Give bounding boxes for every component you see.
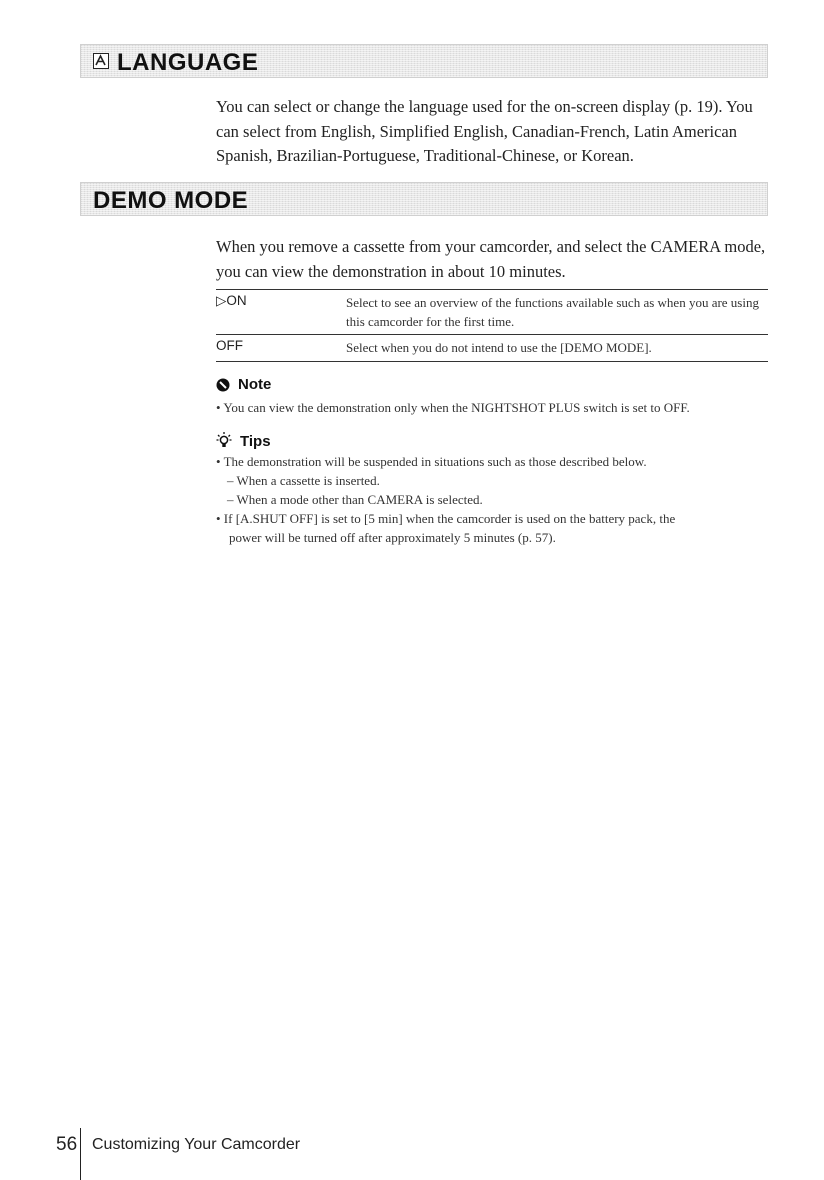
option-desc-off: Select when you do not intend to use the [DEMO MODE]. <box>346 340 652 355</box>
lightbulb-icon <box>216 431 232 453</box>
footer-section-title: Customizing Your Camcorder <box>92 1136 301 1153</box>
demo-mode-title: DEMO MODE <box>93 187 249 214</box>
language-icon <box>93 53 109 69</box>
tip-line: power will be turned off after approximately 5 minutes (p. 57). <box>229 530 556 545</box>
tip-line: – When a mode other than CAMERA is selected. <box>227 492 483 507</box>
note-icon <box>216 378 230 396</box>
option-key-off: OFF <box>216 338 243 353</box>
tip-line: – When a cassette is inserted. <box>227 473 380 488</box>
tip-line: • The demonstration will be suspended in situations such as those described below. <box>216 454 647 469</box>
footer-divider <box>80 1128 81 1180</box>
demo-mode-body: When you remove a cassette from your camcorder, and select the CAMERA mode, you can view the demonstration in about 10 minutes. <box>216 237 766 281</box>
note-item: • You can view the demonstration only when the NIGHTSHOT PLUS switch is set to OFF. <box>216 400 690 415</box>
language-body: You can select or change the language used for the on-screen display (p. 19). You can select from English, Simplified English, Canadian-French, Latin American Spanish, Brazilian-Portuguese, Traditional-Chinese, or Korean. <box>216 97 753 165</box>
note-heading <box>216 376 271 396</box>
tips-heading-label: Tips <box>240 433 271 450</box>
demo-mode-banner <box>80 182 768 216</box>
table-row <box>216 290 768 334</box>
option-desc-on: Select to see an overview of the functions available such as when you are using this camcorder for the first time. <box>346 295 759 329</box>
table-row <box>216 335 768 361</box>
note-heading-label: Note <box>238 376 272 393</box>
table-rule <box>216 361 768 362</box>
page-number: 56 <box>56 1134 78 1155</box>
demo-options-table <box>216 289 768 362</box>
option-key-on: ▷ON <box>216 293 247 308</box>
language-title: LANGUAGE <box>117 49 259 76</box>
tips-heading <box>216 431 271 453</box>
language-banner <box>80 44 768 78</box>
tip-line: • If [A.SHUT OFF] is set to [5 min] when the camcorder is used on the battery pack, the <box>216 511 676 526</box>
